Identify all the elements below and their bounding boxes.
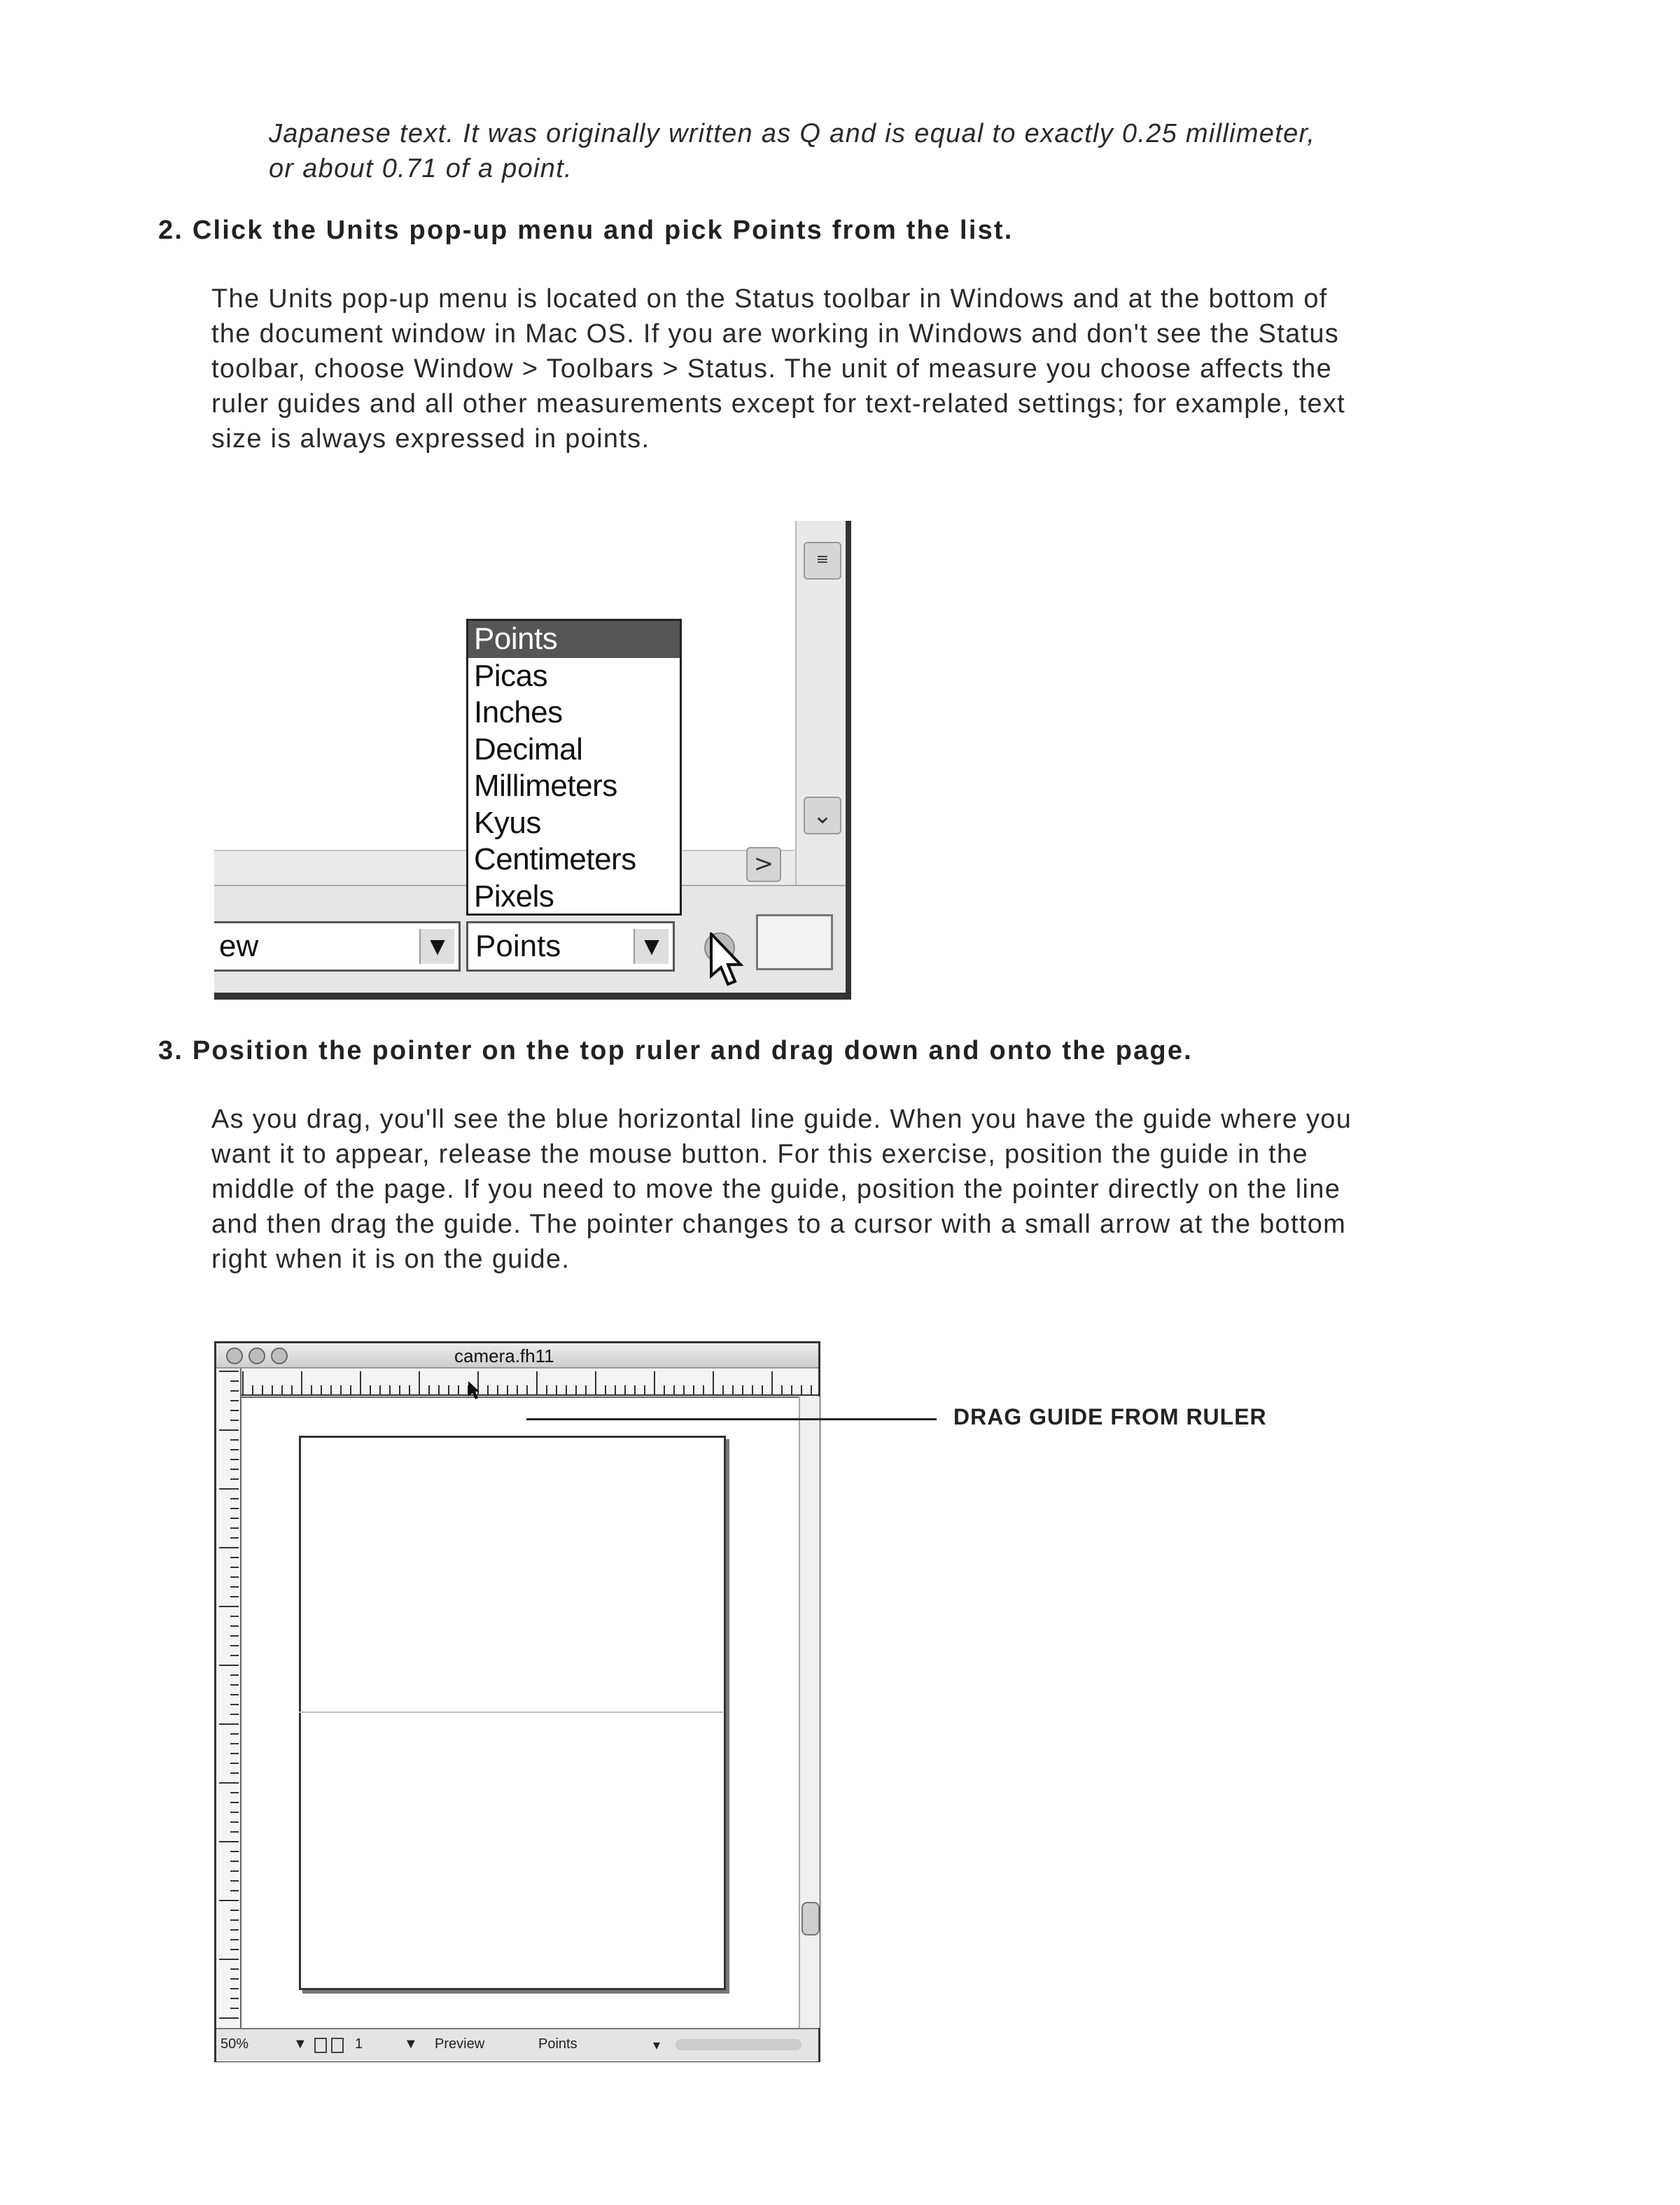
- chevron-down-icon: ▼: [419, 929, 454, 964]
- step-2-body: [211, 281, 1345, 456]
- step-2-line: toolbar, choose Window > Toolbars > Status. The unit of measure you choose affects the: [211, 354, 1333, 384]
- page-icon[interactable]: [331, 2038, 344, 2053]
- scroll-thumb-icon[interactable]: ≡: [804, 542, 841, 580]
- step-3-line: want it to appear, release the mouse button. For this exercise, position the guide in the: [211, 1140, 1308, 1169]
- step-2-line: The Units pop-up menu is located on the Status toolbar in Windows and at the bottom of: [211, 284, 1328, 314]
- top-ruler[interactable]: [240, 1368, 818, 1398]
- callout-line: [526, 1418, 937, 1420]
- units-select[interactable]: [466, 921, 675, 972]
- step-3-line: middle of the page. If you need to move the guide, position the pointer directly on the line: [211, 1175, 1341, 1204]
- menu-item-picas[interactable]: Picas: [474, 658, 548, 693]
- vertical-scrollbar[interactable]: [795, 521, 847, 885]
- view-select[interactable]: [214, 921, 461, 972]
- chevron-down-icon[interactable]: ▼: [293, 2036, 307, 2052]
- zoom-level[interactable]: 50%: [220, 2036, 249, 2052]
- units-select[interactable]: Points: [538, 2036, 578, 2052]
- step-3-line: right when it is on the guide.: [211, 1245, 570, 1274]
- mouse-pointer-icon: [708, 932, 743, 988]
- menu-item-points[interactable]: Points: [468, 621, 680, 658]
- menu-item-decimal[interactable]: Decimal: [474, 732, 583, 766]
- chevron-down-icon: ▼: [634, 929, 668, 964]
- step-2-line: ruler guides and all other measurements except for text-related settings; for example, text: [211, 389, 1346, 419]
- ruler-ticks: [216, 1368, 240, 2028]
- close-window-icon[interactable]: [226, 1348, 243, 1364]
- minimize-window-icon[interactable]: [248, 1348, 265, 1364]
- intro-line-1: Japanese text. It was originally written as Q and is equal to exactly 0.25 millimeter,: [269, 119, 1316, 148]
- left-ruler[interactable]: [216, 1368, 241, 2028]
- menu-item-millimeters[interactable]: Millimeters: [474, 769, 617, 803]
- view-select-value: ew: [219, 929, 259, 963]
- scroll-down-button[interactable]: ⌄: [804, 797, 841, 834]
- intro-line-2: or about 0.71 of a point.: [269, 154, 573, 183]
- status-bar: [216, 2028, 818, 2062]
- zoom-window-icon[interactable]: [271, 1348, 288, 1364]
- scroll-right-button[interactable]: >: [746, 847, 781, 882]
- step-2-line: the document window in Mac OS. If you are working in Windows and don't see the Status: [211, 319, 1340, 349]
- step-3-body: [211, 1102, 1352, 1277]
- figure-border: [214, 993, 851, 1000]
- menu-item-inches[interactable]: Inches: [474, 695, 563, 729]
- chevron-down-icon[interactable]: ▾: [653, 2038, 661, 2053]
- scroll-thumb[interactable]: [802, 1902, 820, 1935]
- document-window: [214, 1341, 820, 2062]
- callout-label: DRAG GUIDE FROM RULER: [953, 1404, 1267, 1429]
- window-titlebar[interactable]: [216, 1343, 818, 1368]
- page-icon[interactable]: [314, 2038, 327, 2053]
- chevron-down-icon[interactable]: ▼: [404, 2036, 418, 2052]
- view-mode[interactable]: Preview: [435, 2036, 485, 2052]
- figure-border: [846, 521, 851, 1000]
- ruler-guide[interactable]: [299, 1712, 723, 1713]
- page: [299, 1436, 726, 1990]
- menu-item-centimeters[interactable]: Centimeters: [474, 842, 636, 876]
- step-3-heading: 3. Position the pointer on the top ruler and drag down and onto the page.: [158, 1036, 1193, 1065]
- step-2-line: size is always expressed in points.: [211, 424, 650, 454]
- menu-item-kyus[interactable]: Kyus: [474, 805, 541, 840]
- step-3-line: As you drag, you'll see the blue horizontal line guide. When you have the guide where you: [211, 1105, 1352, 1134]
- page-number[interactable]: 1: [355, 2036, 363, 2052]
- step-2-heading: 2. Click the Units pop-up menu and pick Points from the list.: [158, 216, 1014, 245]
- units-popup-menu: [466, 619, 682, 916]
- status-field[interactable]: [756, 914, 833, 970]
- step-3-line: and then drag the guide. The pointer changes to a cursor with a small arrow at the bottom: [211, 1210, 1347, 1239]
- menu-item-pixels[interactable]: Pixels: [474, 878, 554, 913]
- ruler-ticks: [240, 1368, 818, 1396]
- units-menu-figure: [214, 521, 861, 1000]
- horizontal-scrollbar[interactable]: [676, 2039, 802, 2050]
- window-title: camera.fh11: [454, 1345, 554, 1366]
- units-select-value: Points: [475, 929, 561, 963]
- mouse-pointer-icon: [467, 1380, 481, 1401]
